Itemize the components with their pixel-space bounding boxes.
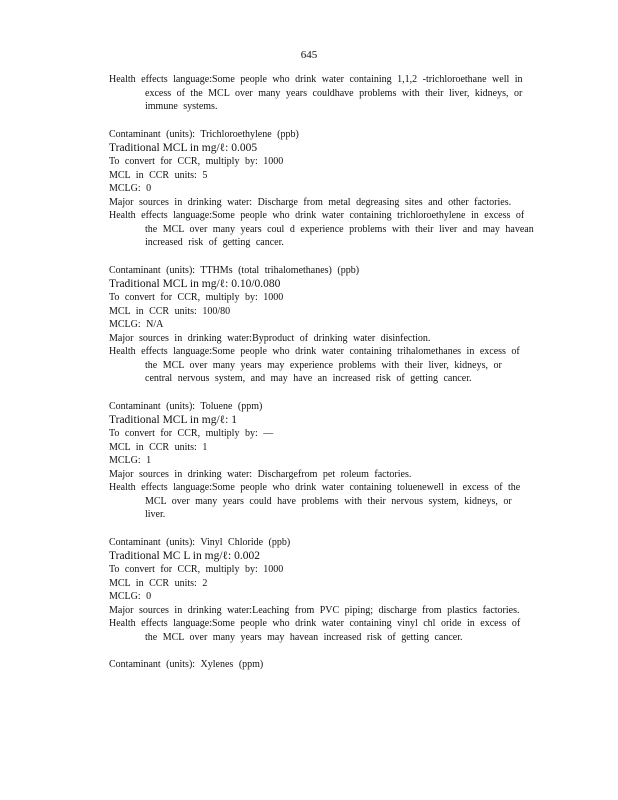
mclg-line: MCLG: 0 bbox=[109, 183, 152, 194]
page-number: 645 bbox=[300, 49, 318, 61]
mclg-line: MCLG: 1 bbox=[109, 455, 152, 466]
mcl-ccr-line: MCL in CCR units: 1 bbox=[109, 441, 208, 453]
traditional-mcl-line: Traditional MCL in mg/ℓ: 0.10/0.080 bbox=[109, 278, 281, 290]
sources-line: Major sources in drinking water:Leaching from PVC piping; discharge from plastics factories. bbox=[109, 604, 520, 616]
health-effects-text: Health effects language:Some people who drink water containing 1,1,2 -trichloroethane well in excess of the MCL over many years couldhave problems with their liver, kidneys, or immune systems. bbox=[109, 74, 523, 112]
contaminant-entry-toluene bbox=[109, 400, 534, 522]
sources-line: Major sources in drinking water:Byproduct of drinking water disinfection. bbox=[109, 332, 431, 344]
sources-line: Major sources in drinking water: Discharge from metal degreasing sites and other factories. bbox=[109, 196, 512, 208]
contaminant-line: Contaminant (units): Xylenes (ppm) bbox=[109, 659, 264, 670]
health-effects-text: Health effects language:Some people who drink water containing vinyl chl oride in excess of the MCL over many years may havean increased risk of getting cancer. bbox=[109, 618, 521, 643]
convert-line: To convert for CCR, multiply by: 1000 bbox=[109, 292, 284, 303]
traditional-mcl-line: Traditional MCL in mg/ℓ: 0.005 bbox=[109, 142, 258, 154]
convert-line: To convert for CCR, multiply by: — bbox=[109, 428, 274, 439]
intro-health-block bbox=[109, 73, 534, 114]
mcl-ccr-line: MCL in CCR units: 5 bbox=[109, 169, 208, 181]
contaminant-line: Contaminant (units): TTHMs (total trihalomethanes) (ppb) bbox=[109, 264, 360, 276]
contaminant-entry-trichloroethylene bbox=[109, 128, 534, 250]
mcl-ccr-line: MCL in CCR units: 100/80 bbox=[109, 305, 231, 317]
contaminant-entry-tthms bbox=[109, 264, 534, 386]
contaminant-line: Contaminant (units): Toluene (ppm) bbox=[109, 400, 263, 412]
contaminant-line: Contaminant (units): Vinyl Chloride (ppb) bbox=[109, 536, 291, 548]
convert-line: To convert for CCR, multiply by: 1000 bbox=[109, 156, 284, 167]
mcl-ccr-line: MCL in CCR units: 2 bbox=[109, 577, 208, 589]
mclg-line: MCLG: 0 bbox=[109, 591, 152, 602]
contaminant-entry-vinyl-chloride bbox=[109, 536, 534, 645]
health-effects-text: Health effects language:Some people who drink water containing trihalomethanes in excess of the MCL over many years may experience problems with their liver, kidneys, or central nervous system, and may have an increased risk of getting cancer. bbox=[109, 346, 520, 384]
traditional-mcl-line: Traditional MCL in mg/ℓ: 1 bbox=[109, 414, 237, 426]
sources-line: Major sources in drinking water: Dischargefrom pet roleum factories. bbox=[109, 468, 412, 480]
health-effects-text: Health effects language:Some people who drink water containing trichloroethylene in excess of the MCL over many years coul d experience problems with their liver and may havean increased risk of getting cancer. bbox=[109, 210, 534, 248]
page-content bbox=[109, 73, 534, 686]
health-effects-text: Health effects language:Some people who drink water containing toluenewell in excess of the MCL over many years could have problems with their nervous system, kidneys, or liver. bbox=[109, 482, 521, 520]
contaminant-entry-xylenes bbox=[109, 658, 534, 672]
mclg-line: MCLG: N/A bbox=[109, 319, 164, 330]
convert-line: To convert for CCR, multiply by: 1000 bbox=[109, 564, 284, 575]
traditional-mcl-line: Traditional MC L in mg/ℓ: 0.002 bbox=[109, 550, 260, 562]
contaminant-line: Contaminant (units): Trichloroethylene (ppb) bbox=[109, 128, 299, 140]
